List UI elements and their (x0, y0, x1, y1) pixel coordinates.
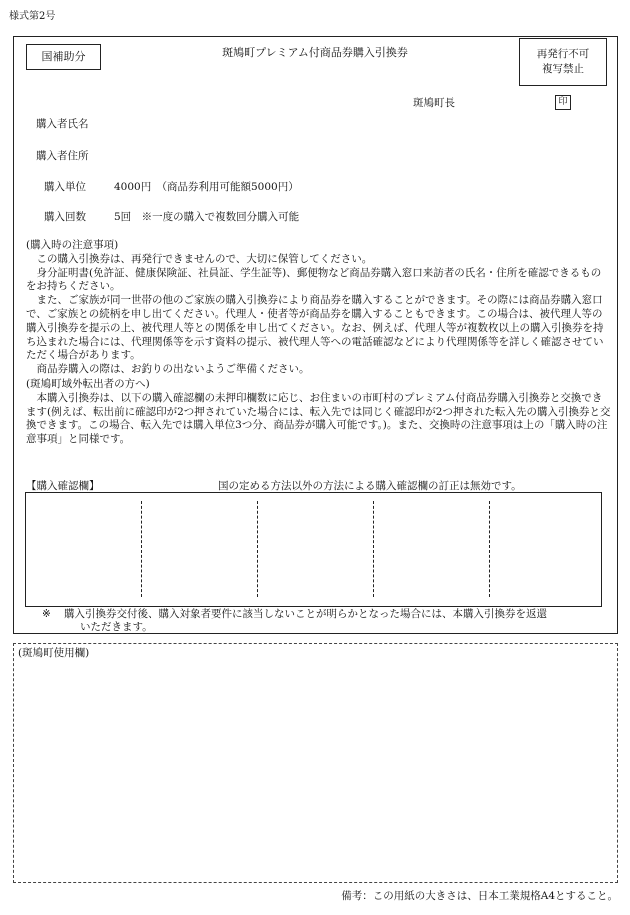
document-title: 斑鳩町プレミアム付商品券購入引換券 (222, 46, 408, 59)
reissue-warning-box (519, 38, 607, 86)
stamp-cell-divider (257, 501, 258, 597)
purchase-unit-label: 購入単位 (44, 181, 86, 193)
mayor-title: 斑鳩町長 (413, 97, 455, 109)
purchase-notes (26, 239, 611, 377)
purchase-note: 身分証明書(免許証、健康保険証、社員証、学生証等)、郵便物など商品券購入窓口来訪者の氏名・住所を確認できるものをお持ちください。 (26, 266, 602, 293)
buyer-address-label: 購入者住所 (36, 150, 89, 162)
stamp-cell-divider (489, 501, 490, 597)
purchase-count-value: 5回 ※一度の購入で複数回分購入可能 (114, 211, 300, 223)
seal-mark: 印 (555, 95, 571, 110)
footnote (42, 608, 617, 634)
purchase-notes-heading: (購入時の注意事項) (26, 239, 119, 251)
confirmation-notice: 国の定める方法以外の方法による購入確認欄の訂正は無効です。 (218, 480, 522, 492)
form-number: 様式第2号 (9, 11, 56, 22)
confirmation-heading: 【購入確認欄】 (26, 480, 100, 492)
purchase-unit-value: 4000円 （商品券利用可能額5000円） (114, 181, 299, 193)
stamp-cell-divider (373, 501, 374, 597)
reissue-line: 再発行不可 (536, 48, 590, 60)
purchase-note: 商品券購入の際は、お釣りの出ないようご準備ください。 (36, 363, 310, 376)
buyer-name-label: 購入者氏名 (36, 118, 89, 130)
footnote-text-cont: いただきます。 (80, 621, 153, 633)
copy-prohibited-line: 複写禁止 (542, 63, 584, 75)
paper-size-remark: 備考：この用紙の大きさは、日本工業規格A4とすること。 (341, 890, 618, 902)
office-use-label: (斑鳩町使用欄) (18, 647, 90, 659)
purchase-count-label: 購入回数 (44, 211, 86, 223)
transfer-notes (26, 378, 611, 447)
stamp-cell-divider (141, 501, 142, 597)
footnote-text: 購入引換券交付後、購入対象者要件に該当しないことが明らかとなった場合には、本購入引換券を返還 (64, 608, 547, 620)
category-box: 国補助分 (26, 44, 101, 70)
office-use-box (13, 643, 618, 883)
purchase-confirmation-grid (25, 492, 602, 607)
transfer-notes-heading: (斑鳩町域外転出者の方へ) (26, 378, 150, 390)
purchase-note: この購入引換券は、再発行できませんので、大切に保管してください。 (36, 252, 373, 265)
footnote-mark: ※ (42, 608, 51, 620)
purchase-note: また、ご家族が同一世帯の他のご家族の購入引換券により商品券を購入することができます。その際には商品券購入窓口で、ご家族との続柄を申し出てください。代理人・使者等が商品券を購入することもできます。この場合は、被代理人等の購入引換券を提示の上、被代理人等との関係を申し出てください。なお、例えば、代理人等が複数枚以上の購入引換券を持ち込まれた場合には、代理関係等を示す資料の提示、被代理人等への電話確認などにより代理関係等を詳しく確認させていただく場合があります。 (26, 294, 604, 362)
transfer-note: 本購入引換券は、以下の購入確認欄の未押印欄数に応じ、お住まいの市町村のプレミアム付商品券購入引換券と交換できます(例えば、転出前に確認印が2つ押されていた場合には、転入先では同じく確認印が2つ押された転入先の購入引換券と交換できます。この場合、転入先では購入単位3つ分、商品券が購入可能です。)。また、交換時の注意事項は上の「購入時の注意事項」と同様です。 (26, 391, 611, 446)
